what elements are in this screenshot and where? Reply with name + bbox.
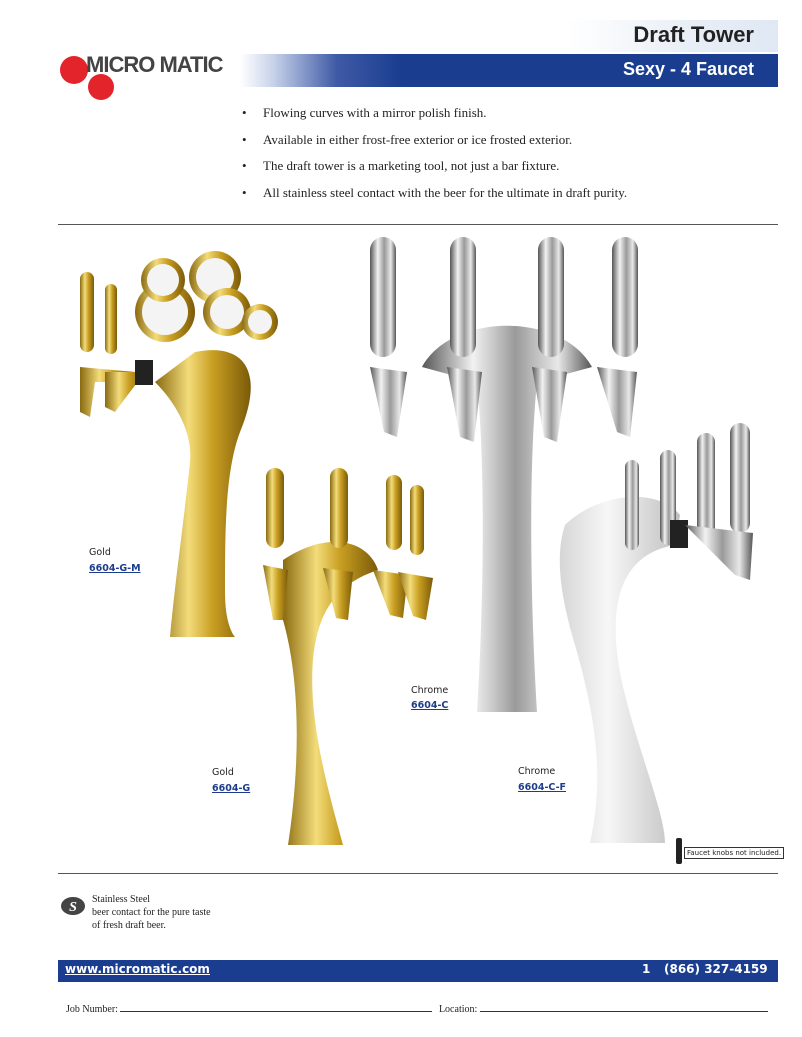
title-bar xyxy=(568,20,778,52)
stainless-steel-text: Stainless Steel beer contact for the pure taste of fresh draft beer. xyxy=(92,894,211,931)
subtitle-bar xyxy=(240,54,778,87)
feature-item: • All stainless steel contact with the beer for the ultimate in draft purity. xyxy=(242,184,628,200)
product-finish-label: Gold xyxy=(212,767,234,778)
brand-name: MICRO MATIC xyxy=(86,52,223,77)
page-number: 1 xyxy=(642,962,651,976)
svg-text:S: S xyxy=(69,900,77,915)
logo-red-circle-large xyxy=(60,56,88,84)
page-title: Draft Tower xyxy=(633,22,754,47)
divider-bottom xyxy=(58,873,778,874)
product-finish-label: Gold xyxy=(89,547,111,558)
feature-item: • Available in either frost-free exterior or ice frosted exterior. xyxy=(242,131,573,147)
product-code-link[interactable]: 6604-G-M xyxy=(89,563,141,574)
product-code-link[interactable]: 6604-C xyxy=(411,700,449,711)
footer-bar xyxy=(58,960,778,982)
feature-item: • Flowing curves with a mirror polish finish. xyxy=(242,105,487,120)
page-subtitle: Sexy - 4 Faucet xyxy=(622,59,754,79)
job-number-field[interactable] xyxy=(120,1011,432,1012)
website-link[interactable]: www.micromatic.com xyxy=(65,962,210,976)
location-field[interactable] xyxy=(480,1011,768,1012)
feature-item: • The draft tower is a marketing tool, not just a bar fixture. xyxy=(242,158,560,173)
faucet-note: Faucet knobs not included. xyxy=(684,847,784,859)
gold-tower-medallion-image xyxy=(75,232,285,652)
feature-list xyxy=(240,104,760,210)
product-finish-label: Chrome xyxy=(411,685,449,696)
phone-number: (866) 327-4159 xyxy=(664,962,768,976)
chrome-frosted-tower-image xyxy=(555,415,755,847)
faucet-knob-icon xyxy=(676,838,682,864)
micro-matic-logo xyxy=(58,50,248,102)
job-info-row xyxy=(66,1004,778,1015)
job-number-label: Job Number: xyxy=(66,1004,118,1015)
product-code-link[interactable]: 6604-C-F xyxy=(518,782,567,793)
stainless-steel-icon xyxy=(60,896,86,916)
location-label: Location: xyxy=(438,1004,478,1015)
product-finish-label: Chrome xyxy=(518,766,556,777)
divider-top xyxy=(58,224,778,225)
product-code-link[interactable]: 6604-G xyxy=(212,783,251,794)
